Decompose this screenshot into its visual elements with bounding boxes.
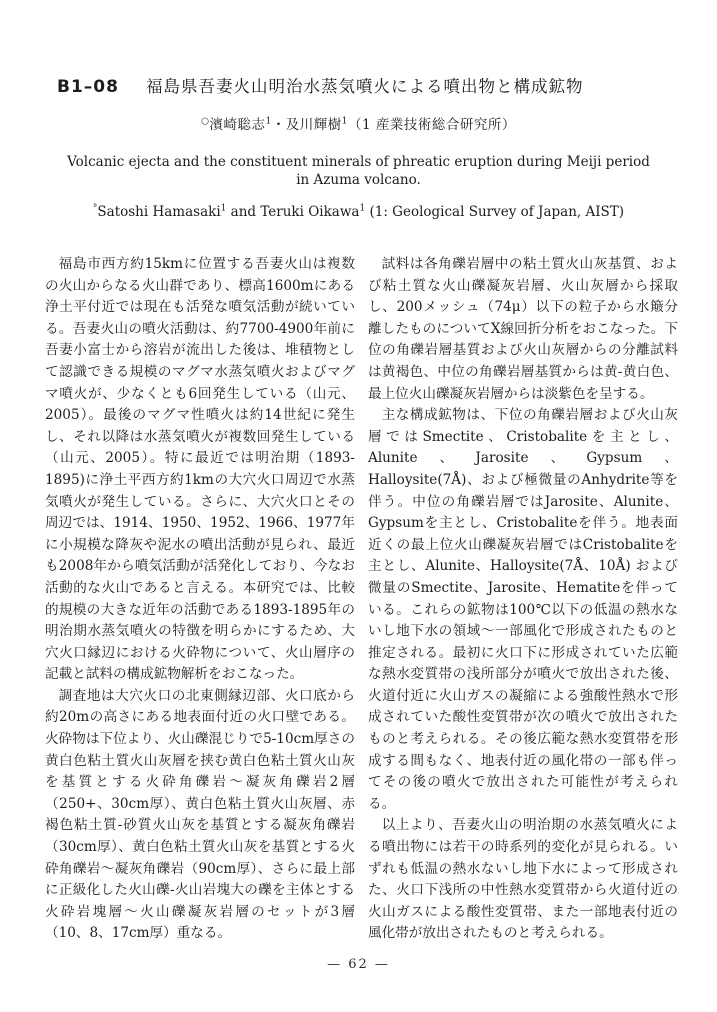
paragraph-intro: 福島市西方約15kmに位置する吾妻火山は複数の火山からなる火山群であり、標高1600mにある浄土平付近では現在も活発な噴気活動が続いている。吾妻火山の噴火活動は、約7700-4900年前に吾妻小富士から溶岩が流出した後は、堆積物として認識できる規模のマグマ水蒸気噴火およびマグマ噴火が、少なくとも6回発生している（山元、 2005）。最後のマグマ性噴火は約14世紀に発生し、それ以降は水蒸気噴火が複数回発生している（山元、2005）。特に最近では明治期（1893-1895)に浄土平西方約1kmの大穴火口周辺で水蒸気噴火が発生している。さらに、大穴火口とその周辺では、1914、1950、1952、1966、1977年に小規模な降灰や泥水の噴出活動が見られ、最近も2008年から噴気活動が活発化しており、今なお活動的な火山であると言える。本研究では、比較的規模の大きな近年の活動である1893-1895年の明治期水蒸気噴火の特徴を明らかにするため、大穴火口縁辺における火砕物について、火山層序の記載と試料の構成鉱物解析をおこなった。 <box>45 256 355 683</box>
authors-jp-line <box>0 113 717 133</box>
author-jp-2-affiliation-sup: 1 <box>341 116 348 127</box>
paper-id: B1–08 <box>57 77 119 97</box>
paragraph-samples: 試料は各角礫岩層中の粘土質火山灰基質、および粘土質な火山礫凝灰岩層、火山灰層から採取し、200メッシュ（74μ）以下の粒子から水簸分離したものについてX線回折分析をおこなった。下位の角礫岩層基質および火山灰層からの分離試料は黄褐色、中位の角礫岩層基質からは黄-黄白色、最上位火山礫凝灰岩層からは淡紫色を呈する。 <box>368 256 678 402</box>
author-en-1-affiliation-sup: 1 <box>220 203 227 214</box>
paragraph-minerals: 主な構成鉱物は、下位の角礫岩層および火山灰層ではSmectite、Cristobaliteを主とし、Alunite、Jarosite、Gypsum、Halloysite(7Å)、および極微量のAnhydrite等を伴う。中位の角礫岩層ではJarosite、Alunite、Gypsumを主とし、Cristobaliteを伴う。地表面近くの最上位火山礫凝灰岩層ではCristobaliteを主とし、Alunite、Halloysite(7Å、10Å) および微量のSmectite、Jarosite、Hematiteを伴っている。これらの鉱物は100℃以下の低温の熱水ないし地下水の領域～一部風化で形成されたものと推定される。最初に火口下に形成されていた広範な熱水変質帯の浅所部分が噴火で放出された後、火道付近に火山ガスの凝縮による強酸性熱水で形成されていた酸性変質帯が次の噴火で放出されたものと考えられる。その後広範な熱水変質帯を形成する間もなく、地表付近の風化帯の一部も伴ってその後の噴火で放出された可能性が考えられる。 <box>368 407 678 812</box>
authors-en-line <box>0 204 717 220</box>
author-en-2-affiliation-sup: 1 <box>359 203 366 214</box>
left-column <box>45 254 355 945</box>
presenter-mark-jp: ○ <box>201 116 210 127</box>
author-conjunction: and <box>226 204 261 220</box>
paragraph-survey-site: 調査地は大穴火口の北東側縁辺部、火口底から約20mの高さにある地表面付近の火口壁である。火砕物は下位より、火山礫混じりで5-10cm厚さの黄白色粘土質火山灰層を挟む黄白色粘土質火山灰を基質とする火砕角礫岩～凝灰角礫岩2層（250+、30cm厚）、黄白色粘土質火山灰層、赤褐色粘土質-砂質火山灰を基質とする凝灰角礫岩（30cm厚）、黄白色粘土質火山灰を基質とする火砕角礫岩～凝灰角礫岩（90cm厚）、さらに最上部に正級化した火山礫-火山岩塊大の礫を主体とする火砕岩塊層～火山礫凝灰岩層のセットが3層（10、8、17cm厚）重なる。 <box>45 687 355 942</box>
paragraph-conclusion: 以上より、吾妻火山の明治期の水蒸気噴火による噴出物には若干の時系列的変化が見られる。いずれも低温の熱水ないし地下水によって形成された、火口下浅所の中性熱水変質帯から火道付近の火山ガスによる酸性変質帯、また一部地表付近の風化帯が放出されたものと考えられる。 <box>368 817 678 942</box>
author-en-1: Satoshi Hamasaki <box>97 204 221 220</box>
title-row <box>57 73 677 97</box>
author-jp-1: 濱崎聡志 <box>209 117 266 133</box>
author-jp-2: 及川輝樹 <box>285 117 342 133</box>
presenter-mark-en: ° <box>92 203 98 214</box>
author-separator: ・ <box>271 117 286 133</box>
paper-title-en-line1: Volcanic ejecta and the constituent minerals of phreatic eruption during Meiji period <box>67 154 650 170</box>
paper-header <box>0 0 717 220</box>
abstract-body <box>45 254 678 945</box>
author-jp-1-affiliation-sup: 1 <box>265 116 272 127</box>
right-column <box>368 254 678 945</box>
paper-title-en <box>0 154 717 189</box>
affiliation-jp: （1 産業技術総合研究所） <box>347 117 516 133</box>
affiliation-en: (1: Geological Survey of Japan, AIST) <box>365 204 625 220</box>
author-en-2: Teruki Oikawa <box>260 204 360 220</box>
paper-title-en-line2: in Azuma volcano. <box>296 171 421 188</box>
page-number: — 62 — <box>327 957 390 972</box>
paper-title-jp: 福島県吾妻火山明治水蒸気噴火による噴出物と構成鉱物 <box>146 77 584 96</box>
